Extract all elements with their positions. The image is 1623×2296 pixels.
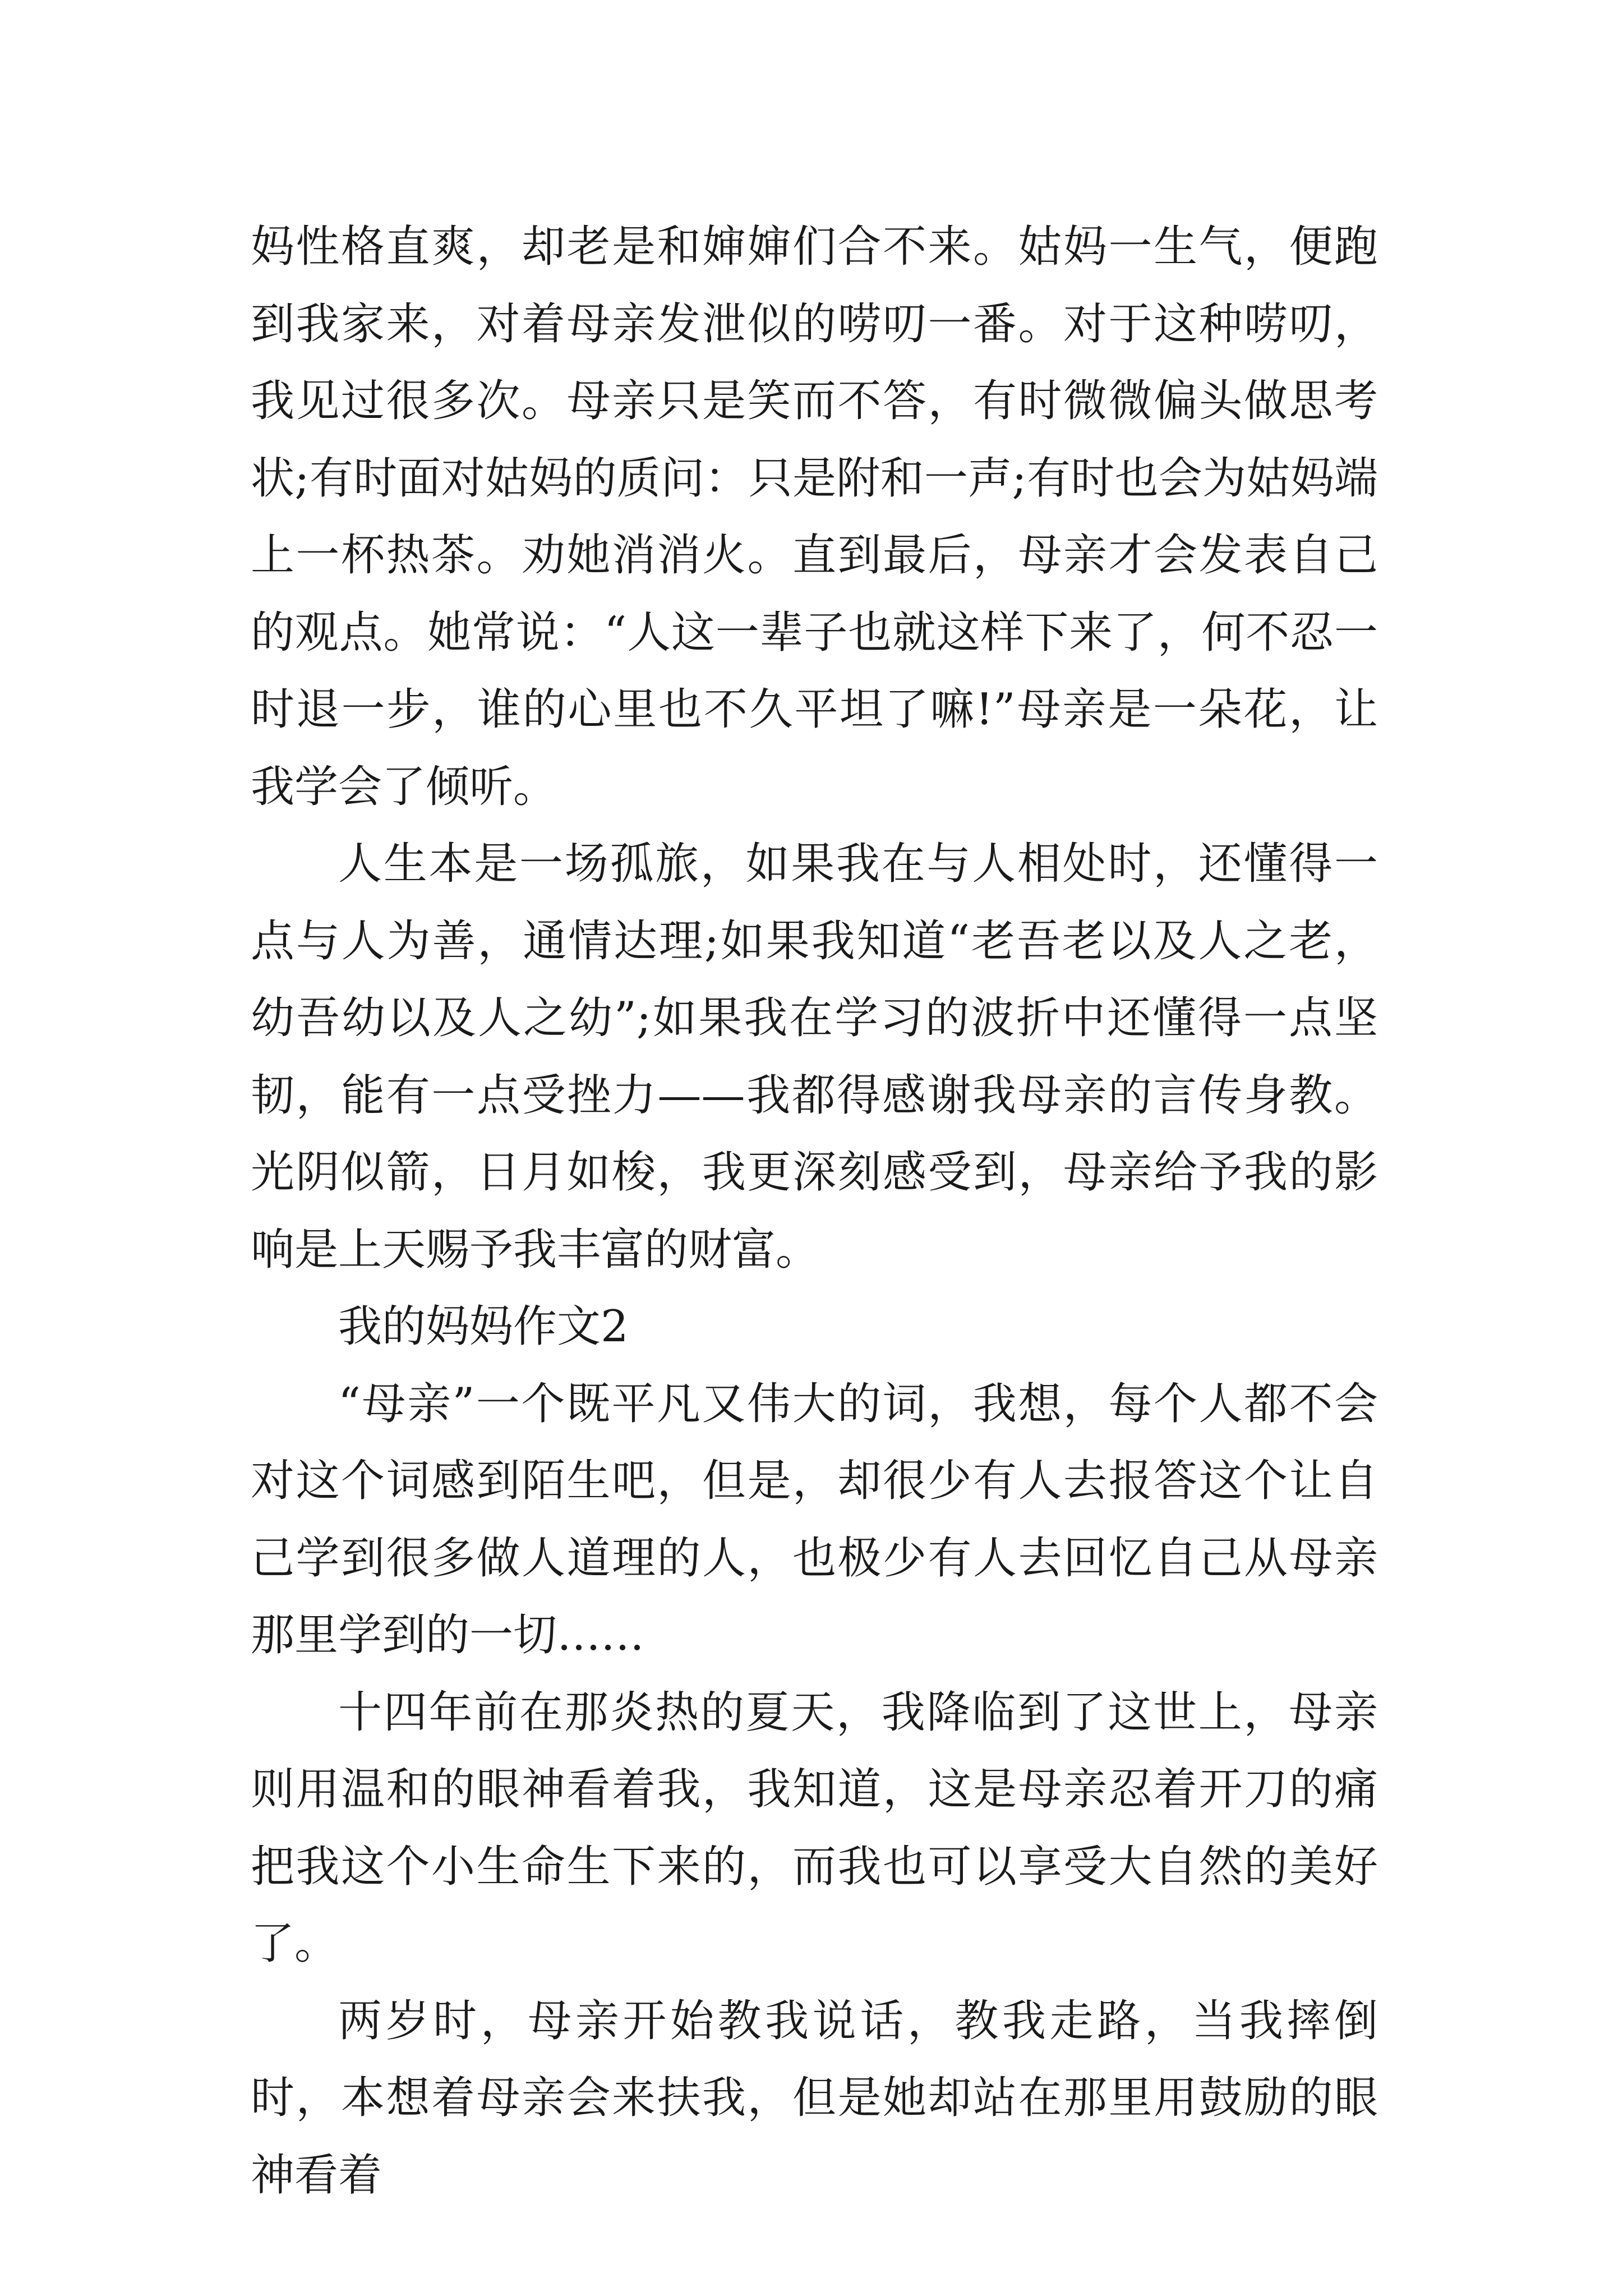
- paragraph-continuation: 妈性格直爽，却老是和婶婶们合不来。姑妈一生气，便跑到我家来，对着母亲发泄似的唠叨一番。对于这种唠叨，我见过很多次。母亲只是笑而不答，有时微微偏头做思考状;有时面对姑妈的质问：只是附和一声;有时也会为姑妈端上一杯热茶。劝她消消火。直到最后，母亲才会发表自己的观点。她常说：“人这一辈子也就这样下来了，何不忍一时退一步，谁的心里也不久平坦了嘛!”母亲是一朵花，让我学会了倾听。: [251, 222, 1378, 812]
- essay-title: 我的妈妈作文2: [338, 1301, 629, 1352]
- paragraph-mother-word: “母亲”一个既平凡又伟大的词，我想，每个人都不会对这个词感到陌生吧，但是，却很少有人去报答这个让自己学到很多做人道理的人，也极少有人去回忆自己从母亲那里学到的一切……: [251, 1378, 1378, 1660]
- paragraph-life-journey: 人生本是一场孤旅，如果我在与人相处时，还懂得一点与人为善，通情达理;如果我知道“老吾老以及人之老，幼吾幼以及人之幼”;如果我在学习的波折中还懂得一点坚韧，能有一点受挫力——我都得感谢我母亲的言传身教。光阴似箭，日月如梭，我更深刻感受到，母亲给予我的影响是上天赐予我丰富的财富。: [251, 839, 1378, 1275]
- essay-body: [251, 209, 1378, 2214]
- paragraph-birth: 十四年前在那炎热的夏天，我降临到了这世上，母亲则用温和的眼神看着我，我知道，这是母亲忍着开刀的痛把我这个小生命生下来的，而我也可以享受大自然的美好了。: [251, 1687, 1378, 1969]
- paragraph-two-years-old: 两岁时，母亲开始教我说话，教我走路，当我摔倒时，本想着母亲会来扶我，但是她却站在那里用鼓励的眼神看着: [251, 1995, 1378, 2201]
